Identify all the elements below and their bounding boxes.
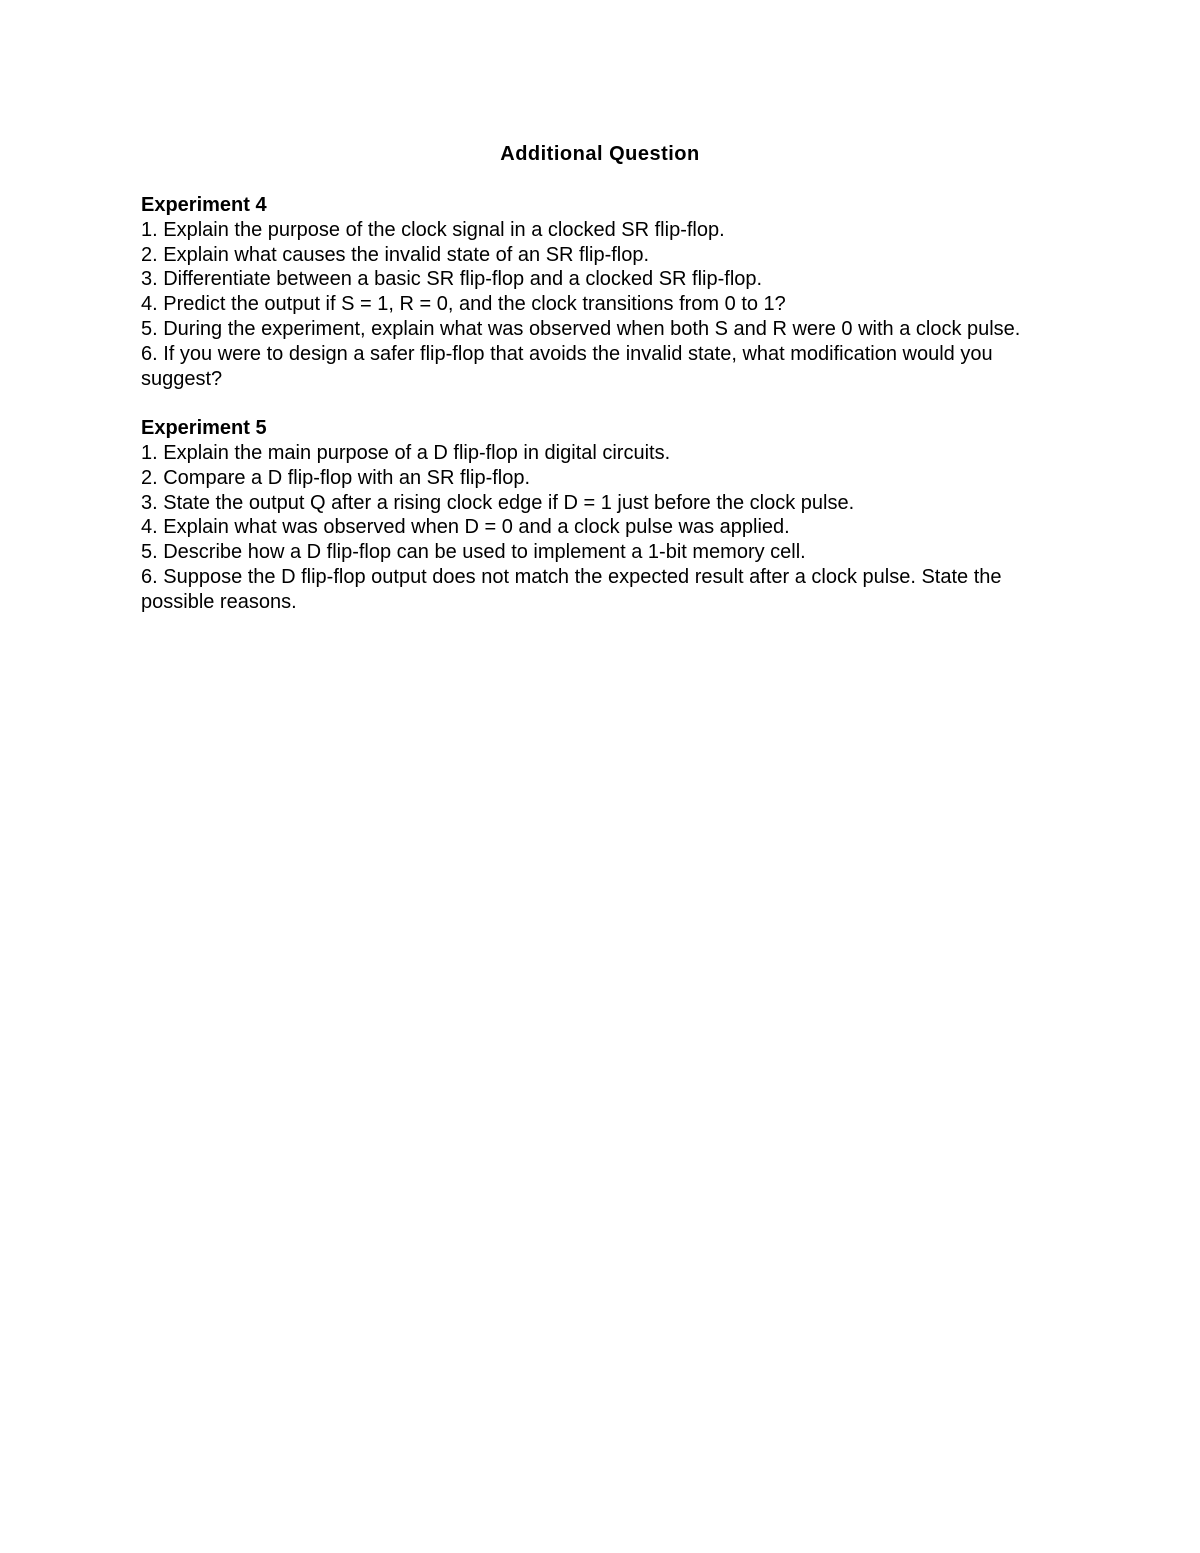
section-experiment-4 [141, 193, 1046, 391]
question-item: 2. Explain what causes the invalid state of an SR flip-flop. [141, 243, 650, 266]
document-title: Additional Question [500, 143, 700, 165]
section-heading: Experiment 5 [141, 417, 267, 440]
question-item: 3. Differentiate between a basic SR flip-flop and a clocked SR flip-flop. [141, 268, 763, 291]
question-item: 1. Explain the purpose of the clock signal in a clocked SR flip-flop. [141, 218, 725, 241]
question-item: 2. Compare a D flip-flop with an SR flip-flop. [141, 466, 531, 489]
question-item: 3. State the output Q after a rising clock edge if D = 1 just before the clock pulse. [141, 491, 855, 514]
section-heading: Experiment 4 [141, 194, 267, 216]
question-item: 4. Predict the output if S = 1, R = 0, and the clock transitions from 0 to 1? [141, 293, 786, 316]
question-item: 5. During the experiment, explain what was observed when both S and R were 0 with a clock pulse. [141, 317, 1021, 340]
question-item: 4. Explain what was observed when D = 0 and a clock pulse was applied. [141, 516, 790, 539]
question-item: 6. Suppose the D flip-flop output does not match the expected result after a clock pulse. State the possible reasons. [141, 565, 1002, 613]
question-item: 5. Describe how a D flip-flop can be used to implement a 1-bit memory cell. [141, 541, 806, 564]
question-item: 6. If you were to design a safer flip-flop that avoids the invalid state, what modification would you suggest? [141, 342, 993, 390]
document-body [141, 193, 1046, 615]
section-experiment-5 [141, 416, 1046, 614]
question-item: 1. Explain the main purpose of a D flip-flop in digital circuits. [141, 441, 671, 464]
